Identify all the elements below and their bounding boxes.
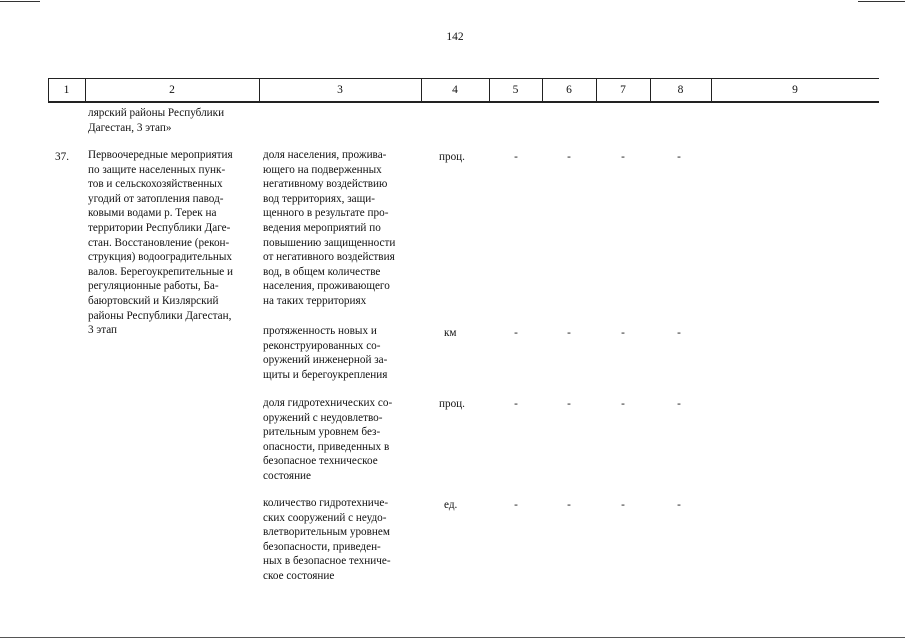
indicator-line: ское состояние [263,569,335,582]
value-cell: - [567,398,571,410]
indicator-line: доля гидротехнических со- [263,397,393,409]
header-top-border [48,78,879,79]
indicator-line: состояние [263,469,312,482]
indicator-line: ских сооружений с неудо- [263,511,387,524]
page-number: 142 [446,31,464,43]
indicator-text [263,324,418,382]
value-cell: - [514,499,518,511]
indicator-line: ных в безопасное техниче- [263,555,391,568]
header-cell-5: 5 [512,84,519,96]
header-cell-7: 7 [620,84,626,96]
value-cell: - [514,151,518,163]
indicator-line: вод, в общем количестве [263,265,381,278]
indicator-line: оружений с неудовлетво- [263,411,383,424]
scan-edge-mark [858,1,905,2]
value-cell: - [621,151,625,163]
indicator-line: оружений инженерной за- [263,354,388,367]
indicator-line: от негативного воздействия [263,251,395,264]
row-name-line: валов. Берегоукрепительные и [88,265,234,278]
value-cell: - [677,499,681,511]
unit-cell: проц. [439,398,465,410]
value-cell: - [567,499,571,511]
indicator-line: протяженность новых и [263,325,377,337]
value-cell: - [514,327,518,339]
indicator-line: рительным уровнем без- [263,426,381,439]
indicator-line: влетворительным уровнем [263,526,390,539]
row-name [88,148,256,338]
header-cell-3: 3 [337,84,343,96]
continuation-text [88,106,258,135]
value-cell: - [514,398,518,410]
header-cell-4: 4 [452,84,458,96]
value-cell: - [677,327,681,339]
scan-edge-mark [0,1,40,2]
header-cell-6: 6 [566,84,572,96]
indicator-line: доля населения, прожива- [263,149,387,161]
row-number: 37. [55,151,69,163]
indicator-text [263,496,418,584]
value-cell: - [677,398,681,410]
indicator-line: щенного в результате про- [263,207,389,220]
row-name-line: тов и сельскохозяйственных [88,178,223,191]
value-cell: - [567,327,571,339]
row-name-line: регуляционные работы, Ба- [88,280,219,293]
value-cell: - [621,327,625,339]
row-name-line: струкция) водооградительных [88,251,232,264]
indicator-line: безопасности, приведен- [263,540,381,553]
indicator-line: реконструированных со- [263,339,381,352]
header-bottom-border [48,101,879,103]
value-cell: - [621,499,625,511]
indicator-line: на таких территориях [263,294,367,307]
indicator-line: населения, проживающего [263,280,390,293]
indicator-line: вод территориях, защи- [263,192,375,205]
indicator-line: ведения мероприятий по [263,221,381,234]
unit-cell: проц. [439,151,465,163]
indicator-line: опасности, приведенных в [263,440,390,453]
row-name-line: стан. Восстановление (рекон- [88,236,230,249]
indicator-line: щиты и берегоукрепления [263,368,388,381]
header-cell-2: 2 [169,84,175,96]
indicator-text [263,396,418,484]
row-name-line: ковыми водами р. Терек на [88,207,217,220]
row-name-line: Первоочередные мероприятия [88,149,233,161]
continuation-line: Дагестан, 3 этап» [88,121,172,134]
continuation-line: лярский районы Республики [88,107,225,119]
unit-cell: ед. [444,499,458,511]
value-cell: - [677,151,681,163]
header-cell-8: 8 [677,84,684,96]
indicator-line: количество гидротехниче- [263,497,389,509]
header-cell-1: 1 [63,84,70,96]
value-cell: - [567,151,571,163]
indicator-line: ющего на подверженных [263,163,382,176]
row-name-line: баюртовский и Кизлярский [88,294,219,307]
row-name-line: 3 этап [88,324,118,337]
indicator-line: повышению защищенности [263,236,396,249]
indicator-line: негативному воздействию [263,178,388,191]
unit-cell: км [444,327,457,339]
scan-edge-mark [0,637,905,638]
row-name-line: угодий от затопления павод- [88,192,224,205]
row-name-line: по защите населенных пунк- [88,163,226,176]
row-name-line: районы Республики Дагестан, [88,309,232,322]
indicator-line: безопасное техническое [263,455,378,468]
header-cell-9: 9 [792,84,798,96]
value-cell: - [621,398,625,410]
indicator-text [263,148,418,309]
row-name-line: территории Республики Даге- [88,221,231,234]
